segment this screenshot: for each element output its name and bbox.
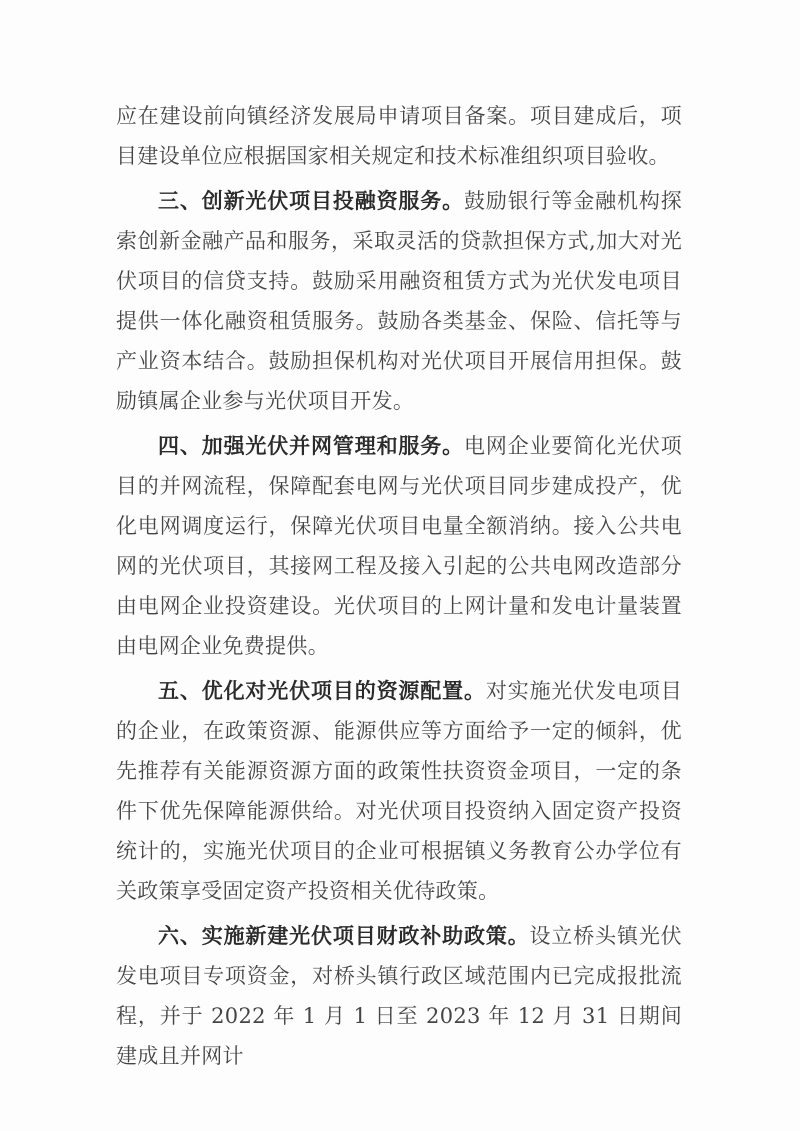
section-heading: 六、实施新建光伏项目财政补助政策。 <box>158 923 530 948</box>
section-heading: 三、创新光伏项目投融资服务。 <box>158 188 464 213</box>
document-text-block <box>116 96 682 1081</box>
paragraph-text: 对实施光伏发电项目的企业，在政策资源、能源供应等方面给予一定的倾斜，优先推荐有关能源资源方面的政策性扶资资金项目，一定的条件下优先保障能源供给。对光伏项目投资纳入固定资产投资统计的，实施光伏项目的企业可根据镇义务教育公办学位有关政策享受固定资产投资相关优待政策。 <box>116 679 683 903</box>
paragraph-section-6 <box>116 916 682 1076</box>
paragraph-text: 鼓励银行等金融机构探索创新金融产品和服务，采取灵活的贷款担保方式,加大对光伏项目的信贷支持。鼓励采用融资租赁方式为光伏发电项目提供一体化融资租赁服务。鼓励各类基金、保险、信托等与产业资本结合。鼓励担保机构对光伏项目开展信用担保。鼓励镇属企业参与光伏项目开发。 <box>116 189 683 413</box>
paragraph-section-5 <box>116 671 682 911</box>
paragraph-text: 设立桥头镇光伏发电项目专项资金，对桥头镇行政区域范围内已完成报批流程，并于 2022 年 1 月 1 日至 2023 年 12 月 31 日期间建成且并网计 <box>116 924 682 1068</box>
paragraph-section-3 <box>116 181 682 421</box>
paragraph-section-4 <box>116 426 682 666</box>
section-heading: 五、优化对光伏项目的资源配置。 <box>158 678 486 703</box>
paragraph-continuation <box>116 96 682 176</box>
paragraph-text: 电网企业要简化光伏项目的并网流程，保障配套电网与光伏项目同步建成投产，优化电网调度运行，保障光伏项目电量全额消纳。接入公共电网的光伏项目，其接网工程及接入引起的公共电网改造部分由电网企业投资建设。光伏项目的上网计量和发电计量装置由电网企业免费提供。 <box>116 434 683 658</box>
paragraph-text: 应在建设前向镇经济发展局申请项目备案。项目建成后，项目建设单位应根据国家相关规定和技术标准组织项目验收。 <box>116 104 682 168</box>
section-heading: 四、加强光伏并网管理和服务。 <box>158 433 464 458</box>
